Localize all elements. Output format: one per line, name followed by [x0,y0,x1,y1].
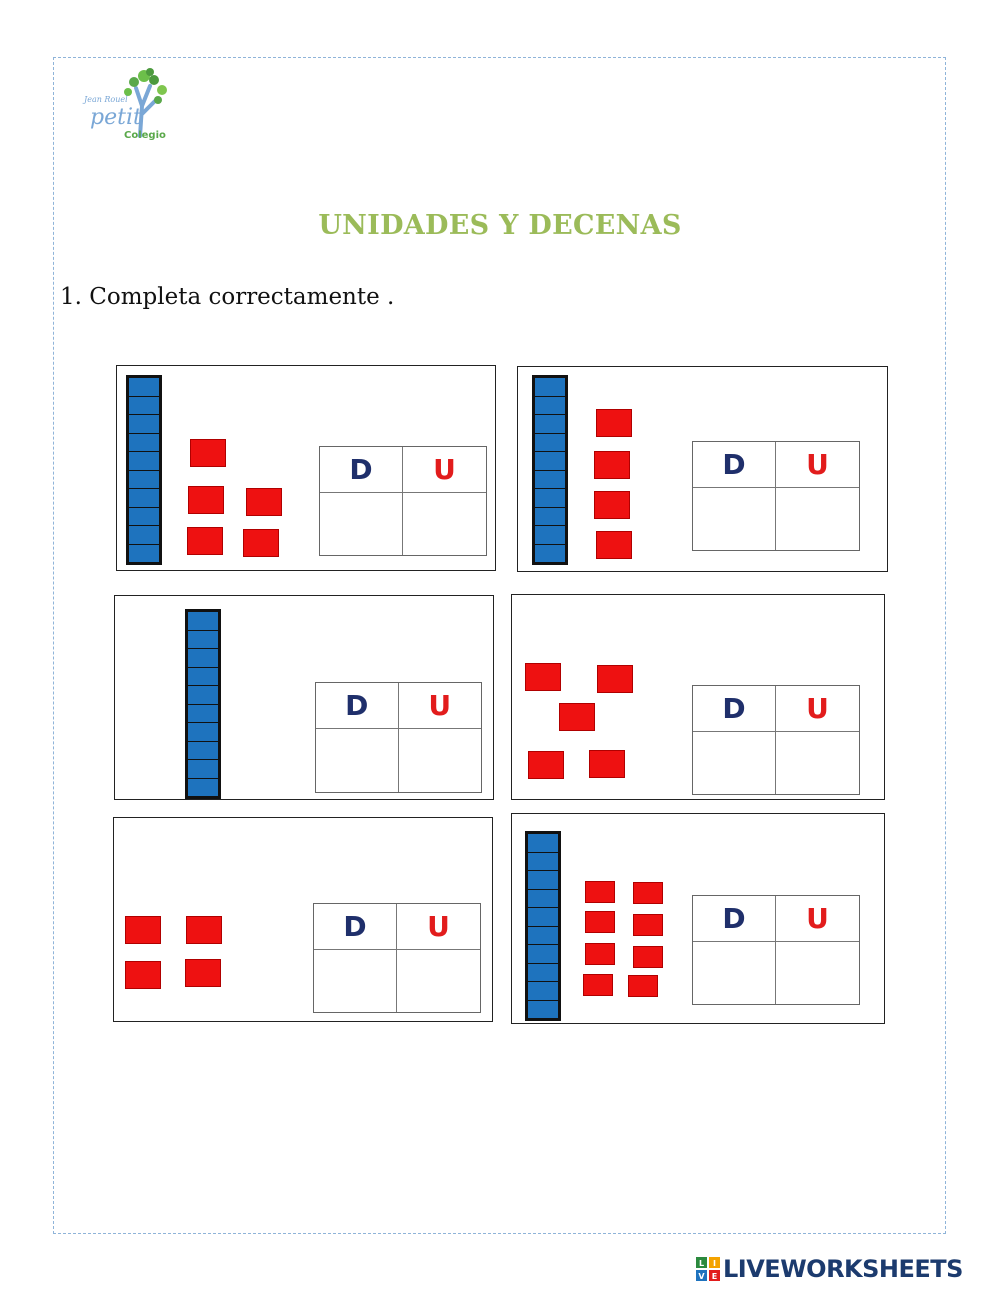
units-answer-box[interactable] [399,729,482,792]
unit-cube [589,750,625,778]
unit-cube [125,961,161,989]
unit-cube [243,529,279,557]
unit-cube [187,527,223,555]
tens-answer-box[interactable] [316,729,399,792]
tens-answer-box[interactable] [693,942,776,1004]
units-header: U [776,896,859,942]
unit-cube [633,882,663,904]
ten-rod [126,375,162,565]
unit-cube [190,439,226,467]
tens-header: D [693,686,776,732]
exercise-card-2 [517,366,888,572]
units-answer-box[interactable] [397,950,480,1012]
unit-cube [583,974,613,996]
units-answer-box[interactable] [403,493,486,555]
tens-answer-box[interactable] [693,732,776,794]
unit-cube [633,914,663,936]
units-header: U [397,904,480,950]
unit-cube [633,946,663,968]
svg-text:I: I [713,1259,716,1268]
worksheet-title: UNIDADES Y DECENAS [318,210,682,241]
unit-cube [594,491,630,519]
tens-header: D [314,904,397,950]
place-value-table [692,895,860,1005]
instruction-text: 1. Completa correctamente . [60,284,395,310]
unit-cube [585,881,615,903]
svg-text:L: L [698,1259,705,1268]
liveworksheets-logo-icon [696,1257,720,1281]
tens-header: D [320,447,403,493]
unit-cube [125,916,161,944]
exercise-card-4 [511,594,885,800]
units-header: U [776,442,859,488]
svg-text:Colegio: Colegio [124,130,166,141]
unit-cube [186,916,222,944]
liveworksheets-wordmark: LIVEWORKSHEETS [723,1255,963,1283]
tens-header: D [693,442,776,488]
units-answer-box[interactable] [776,488,859,550]
tens-header: D [693,896,776,942]
tens-answer-box[interactable] [693,488,776,550]
units-header: U [776,686,859,732]
exercise-card-6 [511,813,885,1024]
unit-cube [628,975,658,997]
units-answer-box[interactable] [776,732,859,794]
exercise-card-5 [113,817,493,1022]
unit-cube [597,665,633,693]
ten-rod [532,375,568,565]
ten-rod [185,609,221,799]
svg-text:petit: petit [90,105,142,130]
units-header: U [399,683,482,729]
place-value-table [692,441,860,551]
ten-rod [525,831,561,1021]
school-logo [78,66,178,144]
unit-cube [559,703,595,731]
units-answer-box[interactable] [776,942,859,1004]
units-header: U [403,447,486,493]
unit-cube [528,751,564,779]
unit-cube [594,451,630,479]
unit-cube [246,488,282,516]
place-value-table [315,682,482,793]
tens-answer-box[interactable] [314,950,397,1012]
unit-cube [596,409,632,437]
unit-cube [596,531,632,559]
tens-answer-box[interactable] [320,493,403,555]
svg-text:V: V [698,1272,705,1281]
unit-cube [525,663,561,691]
unit-cube [188,486,224,514]
exercise-card-1 [116,365,496,571]
exercise-card-3 [114,595,494,800]
tens-header: D [316,683,399,729]
unit-cube [585,943,615,965]
svg-text:Jean Rouel: Jean Rouel [84,95,128,104]
place-value-table [319,446,487,556]
svg-text:E: E [711,1272,718,1281]
unit-cube [585,911,615,933]
place-value-table [692,685,860,795]
liveworksheets-brand[interactable] [696,1255,963,1283]
place-value-table [313,903,481,1013]
unit-cube [185,959,221,987]
